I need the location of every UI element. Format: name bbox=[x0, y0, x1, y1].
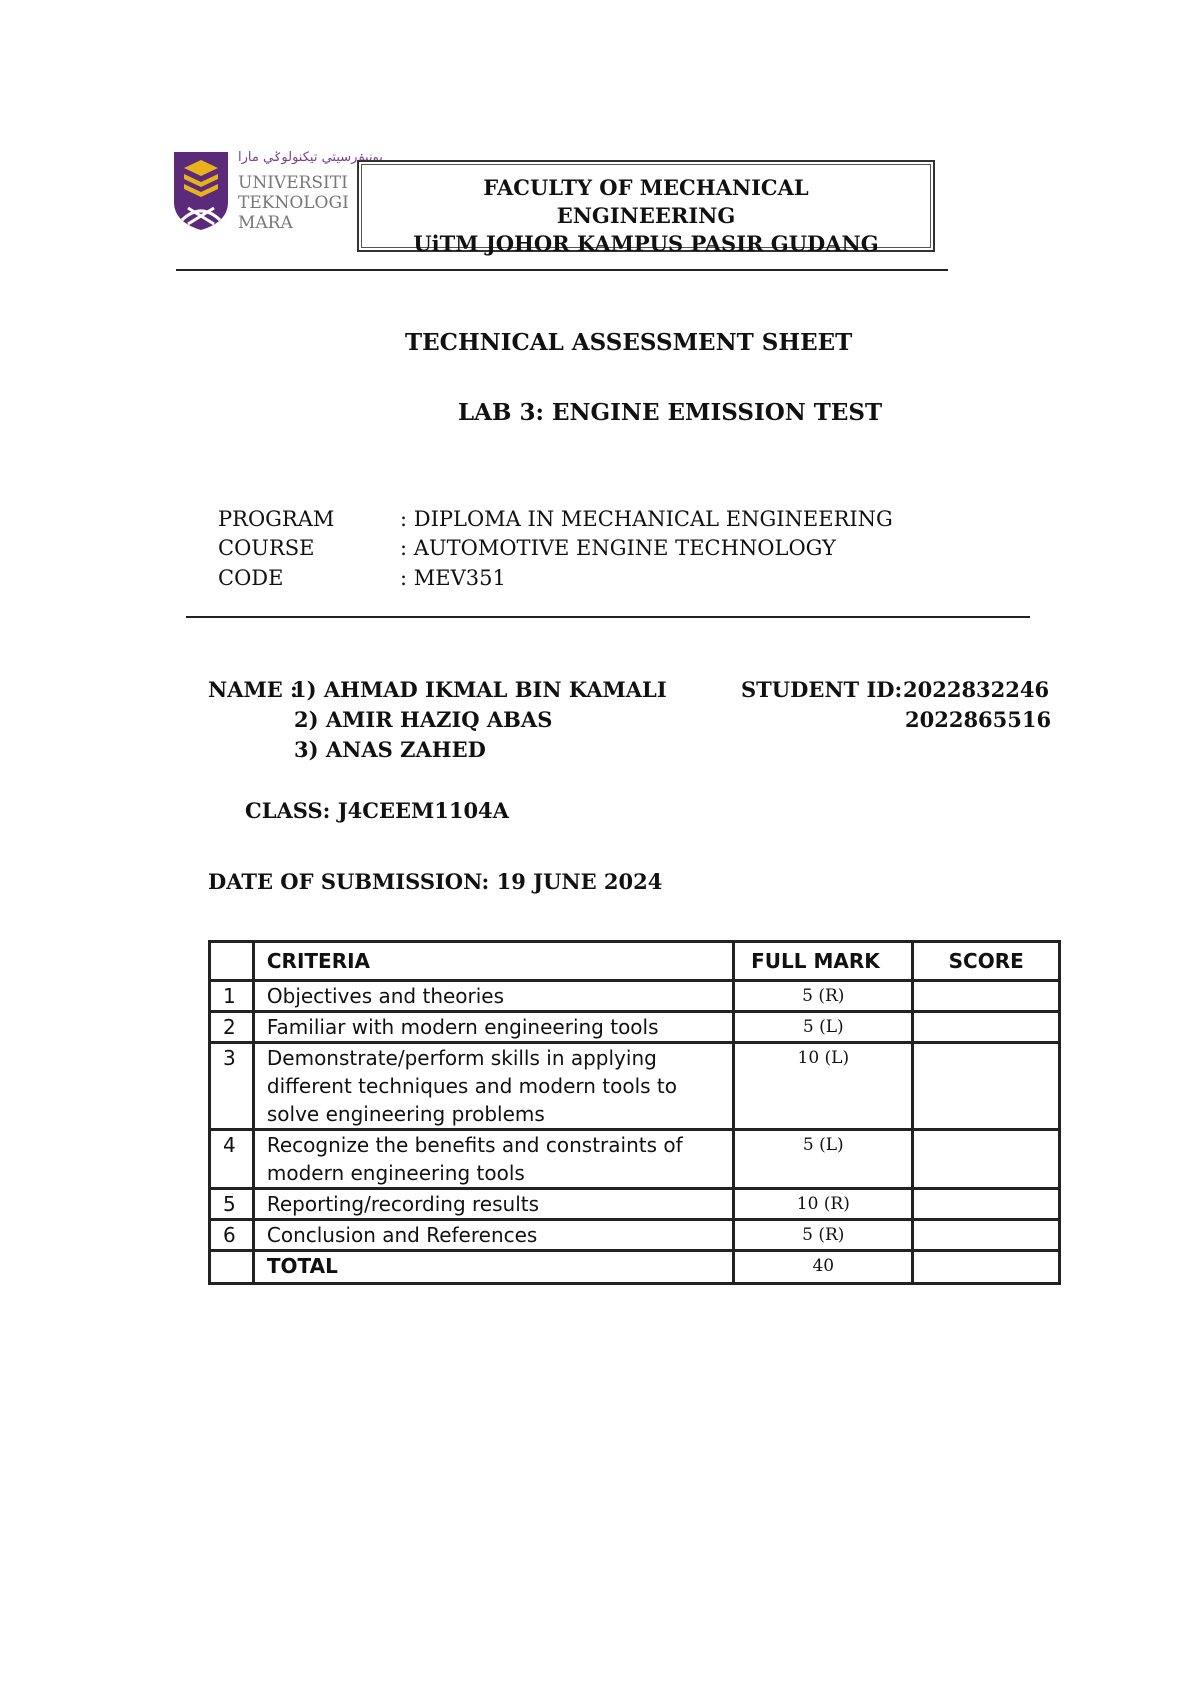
row-full-mark: 5 (R) bbox=[734, 1220, 913, 1251]
header-divider bbox=[176, 269, 948, 271]
faculty-line-1: FACULTY OF MECHANICAL bbox=[483, 175, 809, 200]
row-score[interactable] bbox=[913, 981, 1060, 1012]
row-number: 5 bbox=[210, 1189, 254, 1220]
uitm-logo bbox=[172, 150, 383, 233]
row-full-mark: 5 (L) bbox=[734, 1012, 913, 1043]
info-label: CODE bbox=[218, 566, 284, 590]
assessment-table bbox=[208, 940, 1061, 1285]
info-label: PROGRAM bbox=[218, 507, 335, 531]
row-number: 4 bbox=[210, 1130, 254, 1189]
header-criteria: CRITERIA bbox=[253, 942, 733, 981]
student-id-1: 2022832246 bbox=[903, 677, 1050, 702]
row-score[interactable] bbox=[913, 1189, 1060, 1220]
row-score[interactable] bbox=[913, 1043, 1060, 1130]
row-score[interactable] bbox=[913, 1220, 1060, 1251]
header-full-mark: FULL MARK bbox=[734, 942, 913, 981]
class-text: CLASS: J4CEEM1104A bbox=[245, 798, 509, 823]
row-score[interactable] bbox=[913, 1130, 1060, 1189]
info-value: : MEV351 bbox=[400, 566, 506, 590]
row-full-mark: 10 (L) bbox=[734, 1043, 913, 1130]
lab-title: LAB 3: ENGINE EMISSION TEST bbox=[458, 399, 883, 426]
faculty-line-2: ENGINEERING bbox=[556, 203, 736, 228]
row-criteria: Conclusion and References bbox=[253, 1220, 733, 1251]
student-name-2: 2) AMIR HAZIQ ABAS bbox=[294, 707, 553, 732]
table-row bbox=[210, 1012, 1060, 1043]
table-total-row bbox=[210, 1251, 1060, 1284]
info-value: : AUTOMOTIVE ENGINE TECHNOLOGY bbox=[400, 536, 836, 560]
header-cell-no bbox=[210, 942, 254, 981]
total-full-mark: 40 bbox=[734, 1251, 913, 1284]
table-row bbox=[210, 981, 1060, 1012]
table-row bbox=[210, 1189, 1060, 1220]
table-header-row bbox=[210, 942, 1060, 981]
total-cell-no bbox=[210, 1251, 254, 1284]
logo-word-teknologi: TEKNOLOGI bbox=[238, 193, 349, 213]
info-label: COURSE bbox=[218, 536, 315, 560]
student-name-3: 3) ANAS ZAHED bbox=[294, 737, 486, 762]
total-score[interactable] bbox=[913, 1251, 1060, 1284]
row-full-mark: 5 (R) bbox=[734, 981, 913, 1012]
total-label: TOTAL bbox=[253, 1251, 733, 1284]
row-criteria: Reporting/recording results bbox=[253, 1189, 733, 1220]
info-course bbox=[218, 536, 836, 560]
student-name-1: 1) AHMAD IKMAL BIN KAMALI bbox=[292, 677, 667, 702]
student-id-2: 2022865516 bbox=[905, 707, 1052, 732]
name-label: NAME : bbox=[208, 677, 298, 702]
row-number: 1 bbox=[210, 981, 254, 1012]
logo-jawi-text: يونيۏرسيتي تيكنولوݢي مارا bbox=[238, 150, 383, 165]
row-criteria: Objectives and theories bbox=[253, 981, 733, 1012]
row-full-mark: 10 (R) bbox=[734, 1189, 913, 1220]
row-criteria: Familiar with modern engineering tools bbox=[253, 1012, 733, 1043]
table-row bbox=[210, 1043, 1060, 1130]
row-criteria: Recognize the benefits and constraints of modern engineering tools bbox=[253, 1130, 733, 1189]
uitm-crest-icon bbox=[172, 150, 230, 232]
header-score: SCORE bbox=[913, 942, 1060, 981]
table-row bbox=[210, 1220, 1060, 1251]
info-program bbox=[218, 507, 893, 531]
row-number: 6 bbox=[210, 1220, 254, 1251]
logo-word-mara: MARA bbox=[238, 213, 293, 233]
row-full-mark: 5 (L) bbox=[734, 1130, 913, 1189]
row-criteria: Demonstrate/perform skills in applying different techniques and modern tools to solve engineering problems bbox=[253, 1043, 733, 1130]
info-divider bbox=[186, 616, 1030, 618]
page-title: TECHNICAL ASSESSMENT SHEET bbox=[405, 329, 853, 356]
row-number: 2 bbox=[210, 1012, 254, 1043]
info-code bbox=[218, 566, 506, 590]
table-row bbox=[210, 1130, 1060, 1189]
submission-date: DATE OF SUBMISSION: 19 JUNE 2024 bbox=[208, 869, 663, 894]
row-score[interactable] bbox=[913, 1012, 1060, 1043]
row-number: 3 bbox=[210, 1043, 254, 1130]
info-value: : DIPLOMA IN MECHANICAL ENGINEERING bbox=[400, 507, 893, 531]
faculty-header-box bbox=[357, 160, 935, 256]
faculty-line-3: UiTM JOHOR KAMPUS PASIR GUDANG bbox=[413, 231, 879, 256]
student-id-label: STUDENT ID: bbox=[741, 677, 903, 702]
logo-word-universiti: UNIVERSITI bbox=[238, 173, 348, 193]
